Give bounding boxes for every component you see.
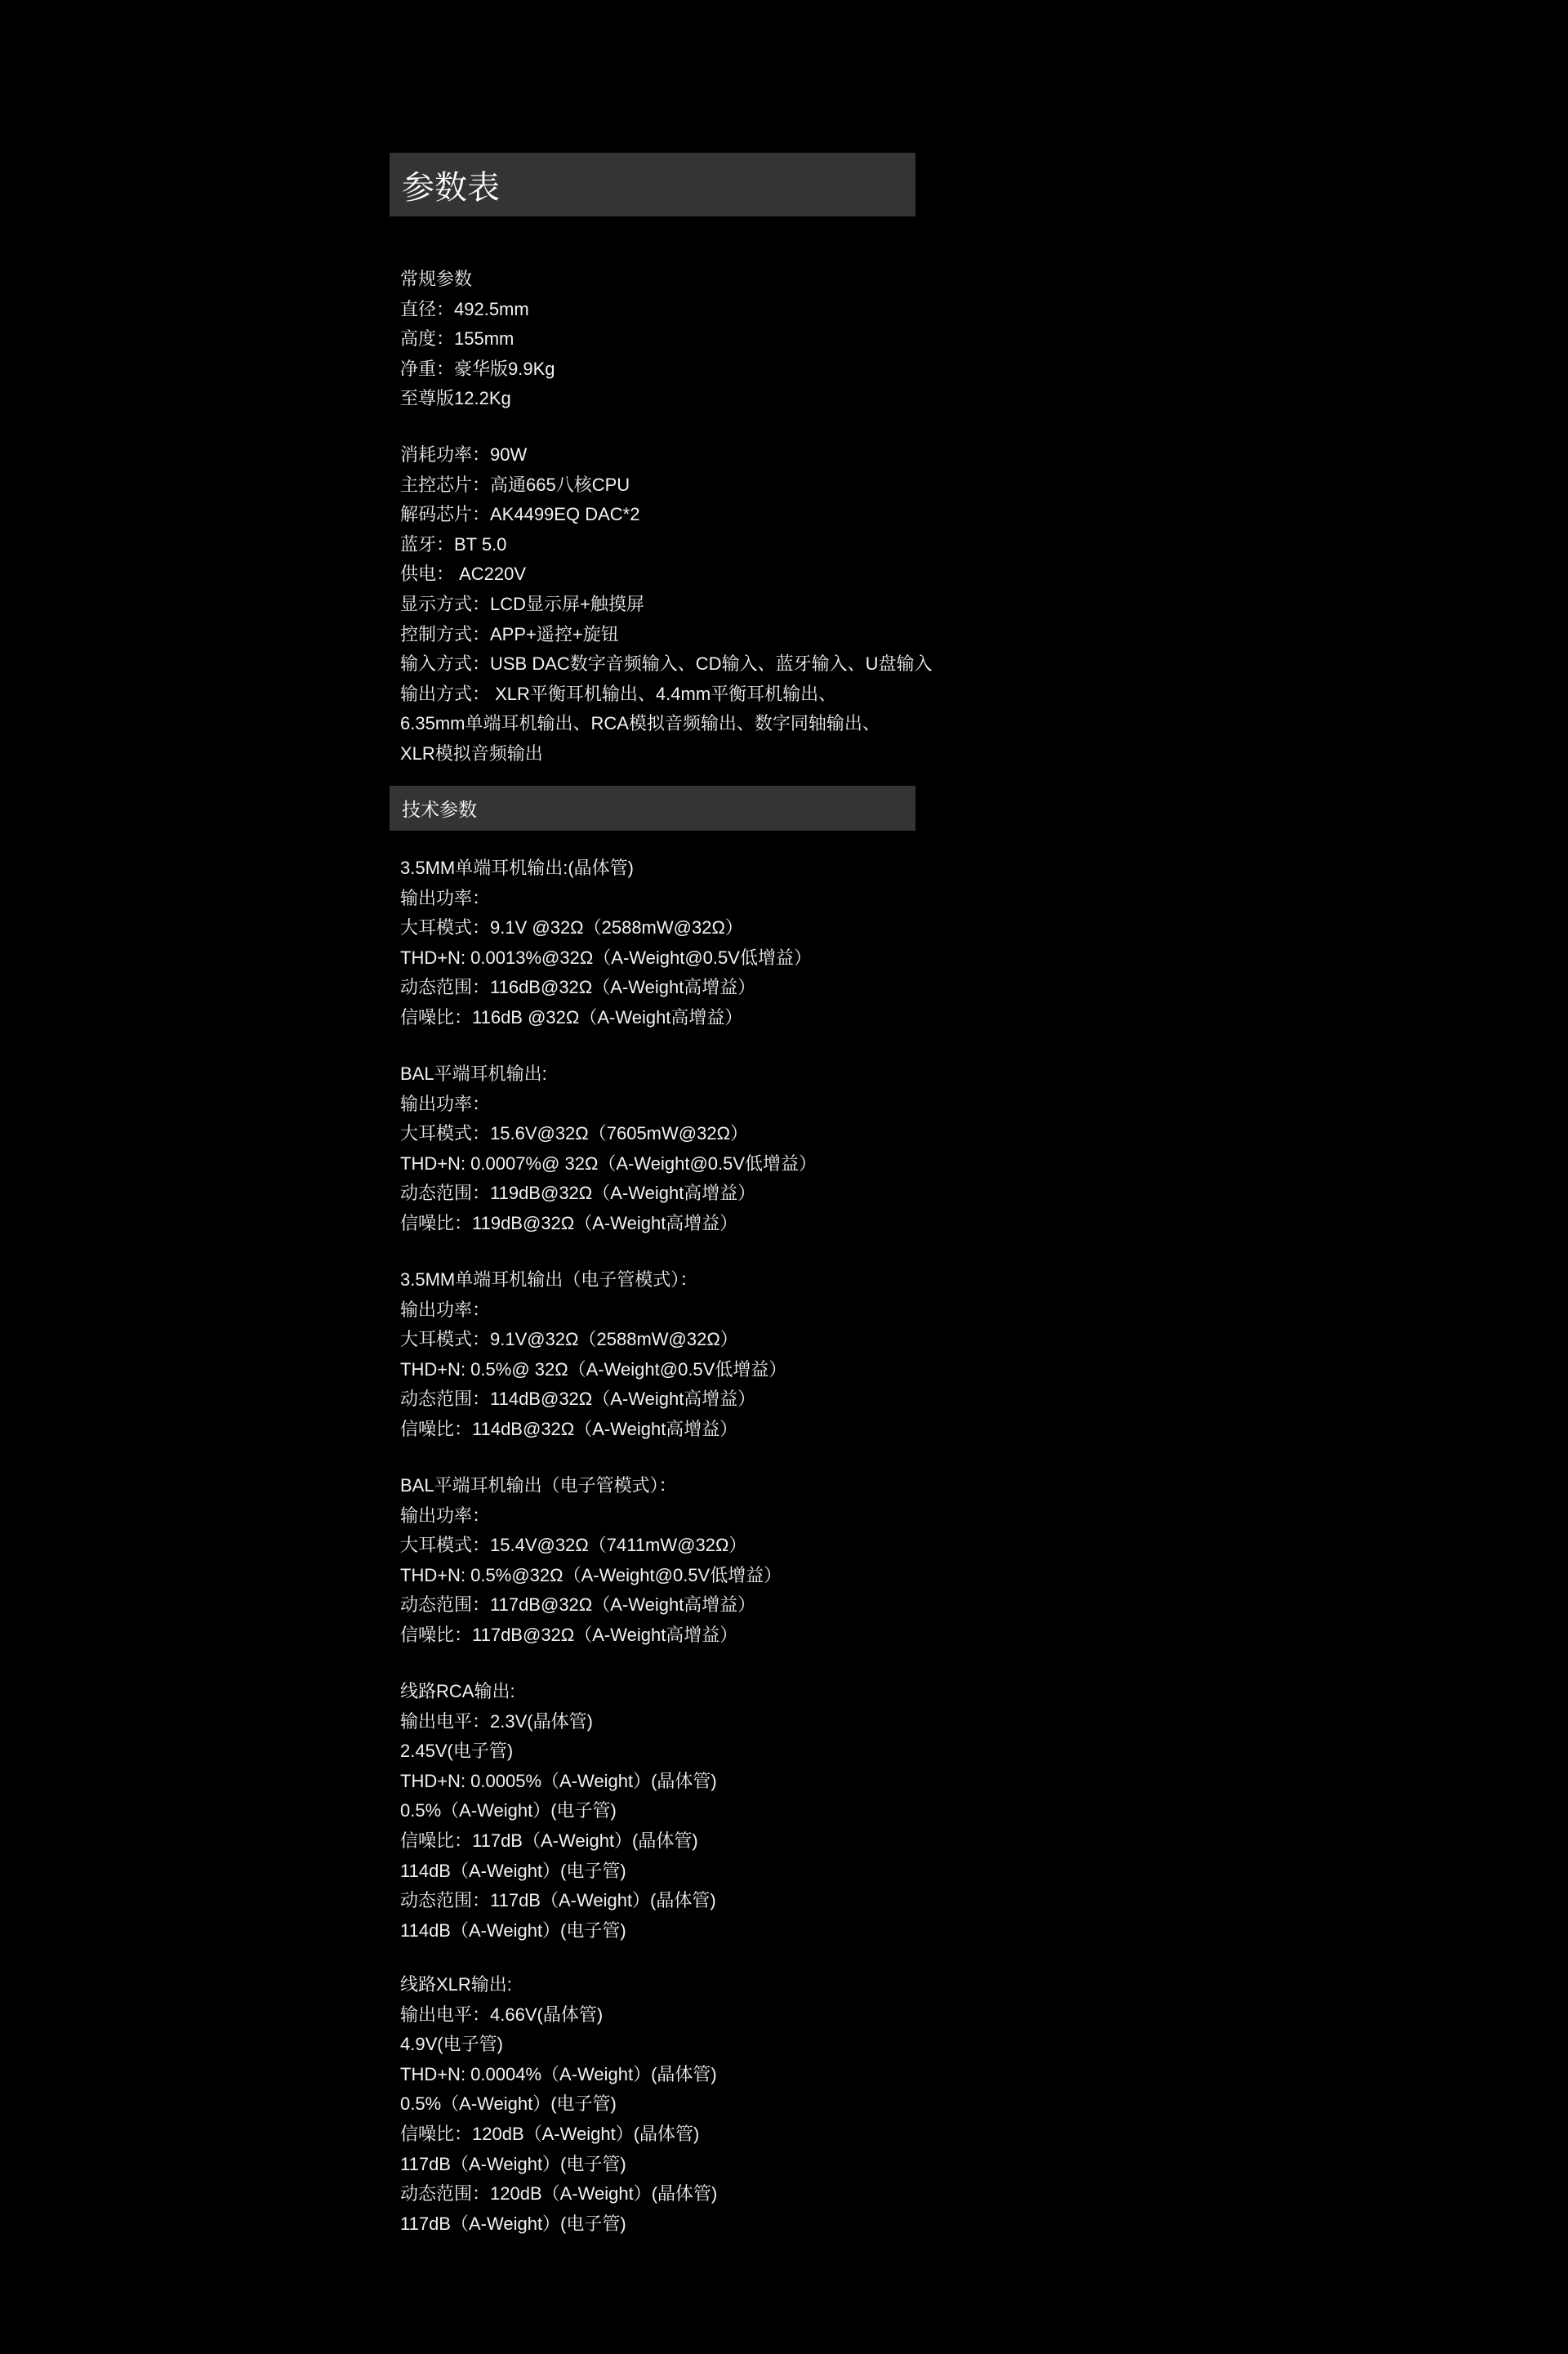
spec-line: THD+N: 0.0004%（A-Weight）(晶体管)	[400, 2063, 717, 2084]
spec-line: 输入方式：USB DAC数字音频输入、CD输入、蓝牙输入、U盘输入	[400, 653, 933, 675]
spec-line: 信噪比：119dB@32Ω（A-Weight高增益）	[400, 1212, 738, 1233]
spec-line: 信噪比：117dB@32Ω（A-Weight高增益）	[400, 1624, 738, 1645]
spec-line: 2.45V(电子管)	[400, 1741, 514, 1762]
spec-line: 输出电平：2.3V(晶体管)	[400, 1710, 593, 1732]
spec-line: 3.5MM单端耳机输出:(晶体管)	[400, 858, 635, 878]
spec-line: 线路RCA输出:	[400, 1681, 515, 1701]
bal-headphone-tube-block	[400, 1471, 1380, 1651]
spec-line: 114dB（A-Weight）(电子管)	[400, 1860, 626, 1881]
spec-line: 大耳模式：15.6V@32Ω（7605mW@32Ω）	[400, 1123, 749, 1144]
spec-line: 显示方式：LCD显示屏+触摸屏	[400, 593, 644, 614]
spec-line: 动态范围：117dB（A-Weight）(晶体管)	[400, 1890, 716, 1911]
spec-line: XLR模拟音频输出	[400, 742, 543, 764]
spec-line: 消耗功率：90W	[400, 444, 528, 465]
spec-line: 动态范围：119dB@32Ω（A-Weight高增益）	[400, 1183, 756, 1204]
spec-line: 114dB（A-Weight）(电子管)	[400, 1919, 626, 1941]
spec-line: 蓝牙：BT 5.0	[400, 533, 507, 555]
se-headphone-transistor-block	[400, 854, 1380, 1033]
spec-line: 输出功率：	[400, 1299, 491, 1320]
line-rca-output-block	[400, 1677, 1380, 1946]
page-title: 参数表	[402, 169, 500, 206]
spec-line: 输出电平：4.66V(晶体管)	[400, 2004, 604, 2025]
spec-line: 输出方式： XLR平衡耳机输出、4.4mm平衡耳机输出、	[400, 683, 837, 704]
spec-line: 供电： AC220V	[400, 564, 527, 585]
spec-line: 大耳模式：9.1V @32Ω（2588mW@32Ω）	[400, 917, 743, 938]
spec-line: 至尊版12.2Kg	[400, 388, 511, 409]
spec-line: 输出功率：	[400, 1093, 491, 1114]
spec-line: 117dB（A-Weight）(电子管)	[400, 2153, 626, 2174]
spec-line: 净重：豪华版9.9Kg	[400, 358, 555, 379]
spec-line: 信噪比：114dB@32Ω（A-Weight高增益）	[400, 1418, 738, 1439]
spec-line: THD+N: 0.5%@32Ω（A-Weight@0.5V低增益）	[400, 1564, 782, 1585]
spec-line: THD+N: 0.0007%@ 32Ω（A-Weight@0.5V低增益）	[400, 1152, 817, 1174]
general-params-block	[400, 265, 1380, 414]
spec-line: BAL平端耳机输出（电子管模式）：	[400, 1475, 677, 1496]
spec-line: 动态范围：116dB@32Ω（A-Weight高增益）	[400, 977, 756, 998]
spec-line: 主控芯片：高通665八核CPU	[400, 474, 630, 495]
spec-line: 直径：492.5mm	[400, 298, 529, 319]
spec-line: THD+N: 0.5%@ 32Ω（A-Weight@0.5V低增益）	[400, 1358, 787, 1380]
system-params-block	[400, 440, 1380, 769]
spec-line: 0.5%（A-Weight）(电子管)	[400, 2093, 617, 2115]
spec-line: 常规参数	[400, 269, 473, 289]
spec-line: 信噪比：116dB @32Ω（A-Weight高增益）	[400, 1006, 743, 1028]
spec-line: 大耳模式：15.4V@32Ω（7411mW@32Ω）	[400, 1535, 747, 1556]
spec-line: THD+N: 0.0013%@32Ω（A-Weight@0.5V低增益）	[400, 947, 812, 968]
bal-headphone-transistor-block	[400, 1059, 1380, 1239]
line-xlr-output-block	[400, 1970, 1380, 2239]
spec-line: 动态范围：120dB（A-Weight）(晶体管)	[400, 2183, 718, 2205]
spec-line: 解码芯片：AK4499EQ DAC*2	[400, 504, 640, 525]
spec-line: 信噪比：117dB（A-Weight）(晶体管)	[400, 1830, 698, 1851]
spec-line: 动态范围：117dB@32Ω（A-Weight高增益）	[400, 1594, 756, 1616]
spec-line: 输出功率：	[400, 1505, 491, 1526]
se-headphone-tube-block	[400, 1265, 1380, 1445]
spec-line: 117dB（A-Weight）(电子管)	[400, 2213, 626, 2234]
spec-line: 高度：155mm	[400, 328, 514, 350]
spec-line: 线路XLR输出:	[400, 1974, 512, 1995]
spec-line: THD+N: 0.0005%（A-Weight）(晶体管)	[400, 1770, 717, 1791]
tech-params-title: 技术参数	[402, 799, 477, 820]
spec-line: 大耳模式：9.1V@32Ω（2588mW@32Ω）	[400, 1329, 738, 1350]
spec-line: BAL平端耳机输出:	[400, 1063, 547, 1084]
tech-params-bar	[390, 786, 915, 831]
spec-line: 4.9V(电子管)	[400, 2034, 503, 2055]
spec-line: 0.5%（A-Weight）(电子管)	[400, 1800, 617, 1821]
spec-line: 3.5MM单端耳机输出（电子管模式）：	[400, 1269, 698, 1290]
spec-line: 动态范围：114dB@32Ω（A-Weight高增益）	[400, 1389, 756, 1410]
spec-line: 信噪比：120dB（A-Weight）(晶体管)	[400, 2123, 700, 2144]
page-title-bar	[390, 153, 915, 216]
spec-line: 6.35mm单端耳机输出、RCA模拟音频输出、数字同轴输出、	[400, 713, 880, 734]
spec-line: 控制方式：APP+遥控+旋钮	[400, 623, 619, 644]
spec-line: 输出功率：	[400, 887, 491, 908]
